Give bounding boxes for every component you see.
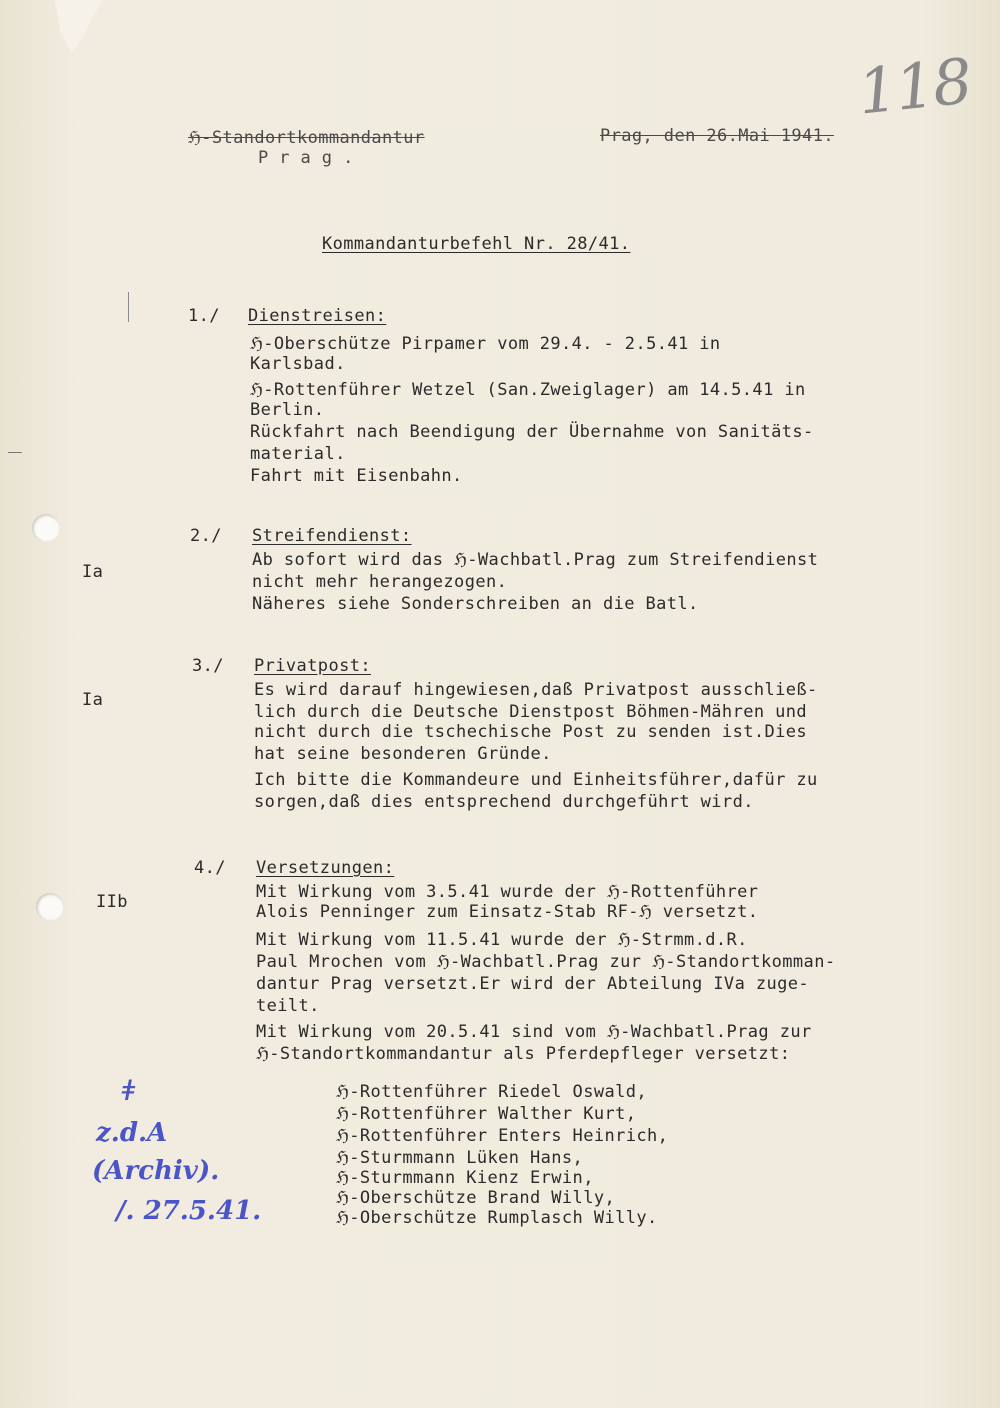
handwritten-note: (Archiv). <box>92 1156 220 1186</box>
section-line: Ab sofort wird das ℌ-Wachbatl.Prag zum Streifendienst <box>252 550 819 570</box>
section-line: Karlsbad. <box>250 354 346 374</box>
section-line: material. <box>250 444 346 464</box>
list-item: ℌ-Oberschütze Rumplasch Willy. <box>336 1208 658 1228</box>
list-item: ℌ-Oberschütze Brand Willy, <box>336 1188 616 1208</box>
section-number: 4./ <box>194 858 226 878</box>
section-line: Ich bitte die Kommandeure und Einheitsführer,dafür zu <box>254 770 818 790</box>
section-number: 1./ <box>188 306 220 326</box>
office-city: P r a g . <box>258 148 354 168</box>
section-line: hat seine besonderen Gründe. <box>254 744 552 764</box>
section-number: 3./ <box>192 656 224 676</box>
section-heading: Streifendienst: <box>252 526 412 546</box>
section-line: ℌ-Oberschütze Pirpamer vom 29.4. - 2.5.41 in <box>250 334 721 354</box>
margin-note: Ia <box>82 562 104 582</box>
list-item: ℌ-Sturmmann Kienz Erwin, <box>336 1168 594 1188</box>
section-number: 2./ <box>190 526 222 546</box>
section-heading: Privatpost: <box>254 656 371 676</box>
section-line: Mit Wirkung vom 20.5.41 sind vom ℌ-Wachbatl.Prag zur <box>256 1022 812 1042</box>
handwritten-note: z.d.A <box>96 1118 168 1148</box>
section-line: Alois Penninger zum Einsatz-Stab RF-ℌ versetzt. <box>256 902 759 922</box>
margin-note: IIb <box>96 892 128 912</box>
office-name: ℌ-Standortkommandantur <box>188 128 425 148</box>
margin-tick <box>8 452 22 453</box>
section-line: Näheres siehe Sonderschreiben an die Batl. <box>252 594 699 614</box>
list-item: ℌ-Rottenführer Riedel Oswald, <box>336 1082 648 1102</box>
margin-line <box>128 292 129 322</box>
section-heading: Versetzungen: <box>256 858 395 878</box>
document-date: Prag, den 26.Mai 1941. <box>600 126 834 146</box>
punch-hole-bottom <box>36 893 64 921</box>
section-line: Es wird darauf hingewiesen,daß Privatpost ausschließ- <box>254 680 818 700</box>
list-item: ℌ-Sturmmann Lüken Hans, <box>336 1148 584 1168</box>
pencil-page-number: 118 <box>854 44 974 129</box>
punch-hole-top <box>32 514 60 542</box>
section-line: Mit Wirkung vom 3.5.41 wurde der ℌ-Rottenführer <box>256 882 759 902</box>
section-line: Fahrt mit Eisenbahn. <box>250 466 463 486</box>
section-line: lich durch die Deutsche Dienstpost Böhmen-Mähren und <box>254 702 808 722</box>
document-title: Kommandanturbefehl Nr. 28/41. <box>322 234 631 254</box>
section-line: Paul Mrochen vom ℌ-Wachbatl.Prag zur ℌ-Standortkomman- <box>256 952 836 972</box>
section-line: teilt. <box>256 996 320 1016</box>
section-line: ℌ-Rottenführer Wetzel (San.Zweiglager) am 14.5.41 in <box>250 380 806 400</box>
section-line: sorgen,daß dies entsprechend durchgeführt wird. <box>254 792 754 812</box>
section-line: Berlin. <box>250 400 325 420</box>
margin-note: Ia <box>82 690 104 710</box>
section-heading: Dienstreisen: <box>248 306 387 326</box>
section-line: dantur Prag versetzt.Er wird der Abteilung IVa zuge- <box>256 974 810 994</box>
list-item: ℌ-Rottenführer Walther Kurt, <box>336 1104 637 1124</box>
torn-corner <box>55 0 103 52</box>
section-line: ℌ-Standortkommandantur als Pferdepfleger versetzt: <box>256 1044 791 1064</box>
initial-mark-icon: ǂ <box>122 1074 135 1107</box>
section-line: nicht mehr herangezogen. <box>252 572 508 592</box>
list-item: ℌ-Rottenführer Enters Heinrich, <box>336 1126 669 1146</box>
section-line: Rückfahrt nach Beendigung der Übernahme von Sanitäts- <box>250 422 814 442</box>
handwritten-note: /. 27.5.41. <box>116 1196 262 1226</box>
section-line: nicht durch die tschechische Post zu senden ist.Dies <box>254 722 808 742</box>
section-line: Mit Wirkung vom 11.5.41 wurde der ℌ-Strmm.d.R. <box>256 930 748 950</box>
